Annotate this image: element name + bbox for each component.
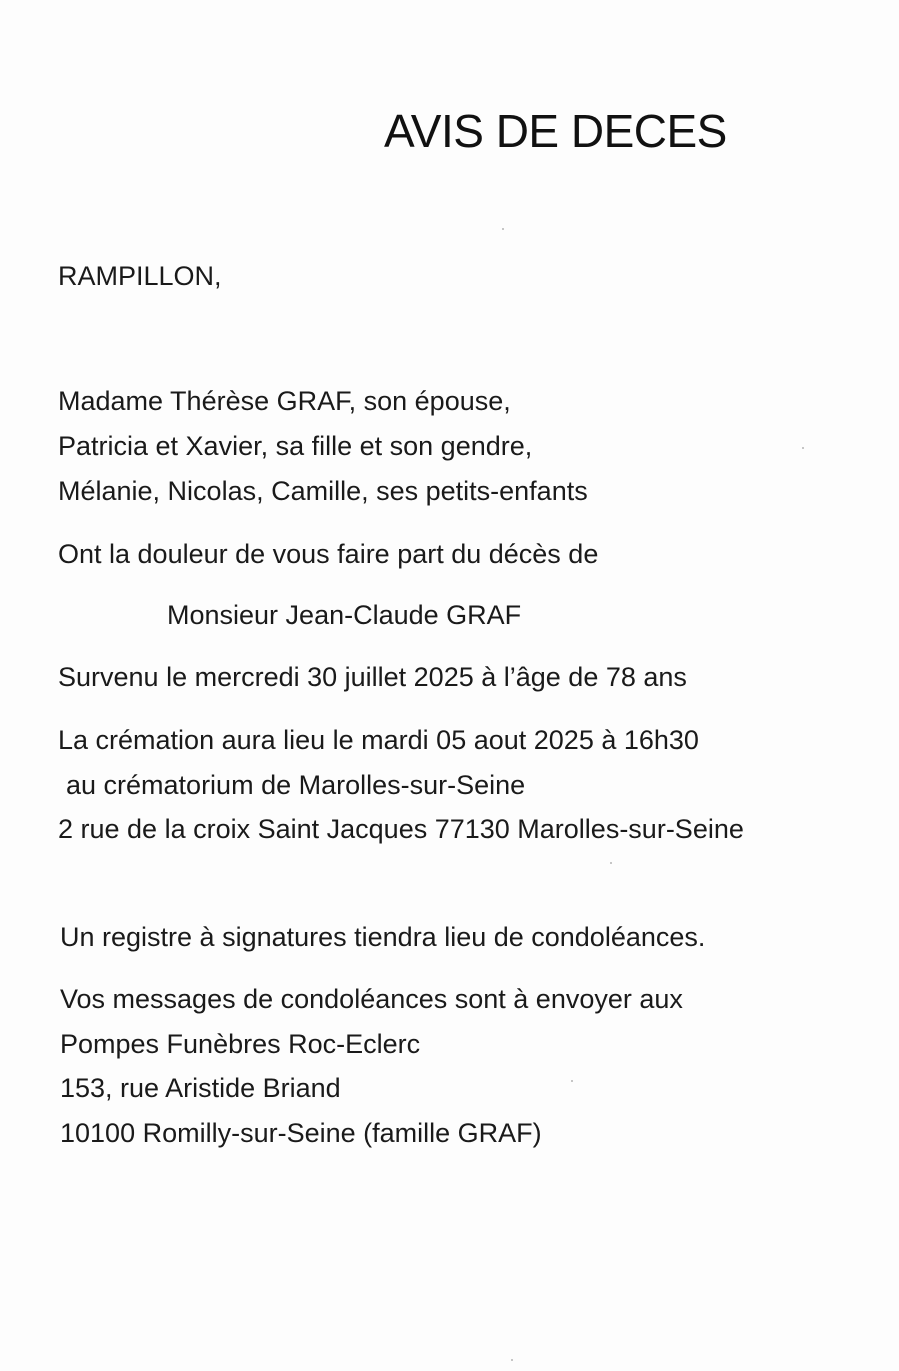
cremation-line: au crématorium de Marolles-sur-Seine xyxy=(66,770,526,800)
scan-speck xyxy=(610,862,612,864)
messages-line: 10100 Romilly-sur-Seine (famille GRAF) xyxy=(60,1118,542,1148)
scan-speck xyxy=(571,1080,573,1082)
place-line: RAMPILLON, xyxy=(58,261,222,291)
document-title: AVIS DE DECES xyxy=(384,105,727,157)
death-info-line: Survenu le mercredi 30 juillet 2025 à l’âge de 78 ans xyxy=(58,662,687,692)
messages-line: Pompes Funèbres Roc-Eclerc xyxy=(60,1029,421,1059)
messages-line: Vos messages de condoléances sont à envoyer aux xyxy=(60,984,683,1014)
announcement-line: Ont la douleur de vous faire part du décès de xyxy=(58,539,599,569)
family-line: Madame Thérèse GRAF, son épouse, xyxy=(58,386,511,416)
deceased-name: Monsieur Jean-Claude GRAF xyxy=(167,600,522,630)
registry-line: Un registre à signatures tiendra lieu de condoléances. xyxy=(60,922,706,952)
scan-speck xyxy=(502,228,504,230)
cremation-line: 2 rue de la croix Saint Jacques 77130 Marolles-sur-Seine xyxy=(58,814,744,844)
messages-line: 153, rue Aristide Briand xyxy=(60,1073,341,1103)
family-line: Patricia et Xavier, sa fille et son gendre, xyxy=(58,431,533,461)
scan-speck xyxy=(802,447,804,449)
cremation-line: La crémation aura lieu le mardi 05 aout 2025 à 16h30 xyxy=(58,725,699,755)
scan-speck xyxy=(511,1359,513,1361)
family-line: Mélanie, Nicolas, Camille, ses petits-enfants xyxy=(58,476,588,506)
